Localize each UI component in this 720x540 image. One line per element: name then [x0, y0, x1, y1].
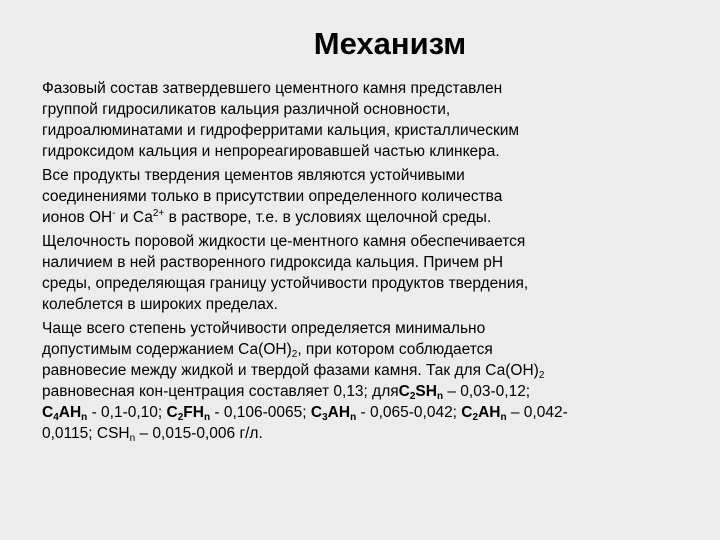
bold-formula: С — [461, 404, 473, 421]
slide-title: Механизм — [313, 26, 467, 61]
text-run: – 0,042- — [506, 404, 568, 421]
text-line — [42, 339, 682, 360]
text-run: Щелочность поровой жидкости це-ментного камня обеспечивается — [42, 233, 526, 250]
paragraph — [42, 231, 682, 315]
text-run: Все продукты твердения цементов являются устойчивыми — [42, 167, 465, 184]
bold-subscript: n — [203, 412, 211, 423]
bold-subscript: n — [350, 412, 357, 423]
bold-subscript: 2 — [472, 412, 479, 423]
paragraph — [42, 165, 682, 228]
text-run: – 0,015-0,006 г/л. — [135, 425, 263, 442]
bold-formula: С — [42, 404, 54, 421]
bold-subscript: 3 — [322, 412, 328, 423]
text-run: гидроксидом кальция и непрореагировавшей частью клинкера. — [42, 143, 500, 160]
bold-subscript: 2 — [177, 412, 184, 423]
bold-subscript: n — [436, 391, 444, 402]
text-run: в растворе, т.е. в условиях щелочной среды. — [164, 209, 492, 226]
text-line — [42, 231, 682, 252]
text-run: допустимым содержанием Са(ОН) — [42, 341, 292, 358]
text-line — [42, 360, 682, 381]
paragraph — [42, 78, 682, 162]
text-line — [42, 318, 682, 339]
bold-formula: АН — [327, 404, 351, 421]
bold-subscript: n — [81, 412, 88, 423]
text-line — [42, 381, 682, 402]
text-run: – 0,03-0,12; — [443, 383, 531, 400]
text-run: наличием в ней растворенного гидроксида кальция. Причем рН — [42, 254, 504, 271]
text-run: среды, определяющая границу устойчивости продуктов твердения, — [42, 275, 529, 292]
bold-formula: FH — [183, 404, 204, 421]
subscript: 2 — [291, 349, 298, 360]
bold-subscript: 4 — [53, 412, 59, 423]
bold-subscript: n — [500, 412, 507, 423]
subscript: n — [129, 433, 136, 444]
text-run: гидроалюминатами и гидроферритами кальция, кристаллическим — [42, 122, 520, 139]
text-line — [42, 186, 682, 207]
text-line — [42, 78, 682, 99]
text-run: и Са — [115, 209, 153, 226]
text-line — [42, 99, 682, 120]
subscript: 2 — [538, 370, 545, 381]
bold-formula: С — [310, 404, 323, 421]
bold-formula: SH — [415, 383, 437, 400]
bold-subscript: 2 — [409, 391, 416, 402]
text-line — [42, 402, 682, 423]
slide-body — [42, 78, 682, 447]
text-run: ионов ОН — [42, 209, 113, 226]
text-run: - 0,065-0,042; — [356, 404, 462, 421]
superscript: 2+ — [152, 208, 165, 219]
text-run: группой гидросиликатов кальция различной основности, — [42, 101, 451, 118]
paragraph — [42, 318, 682, 444]
text-run: колеблется в широких пределах. — [42, 296, 278, 313]
text-run: соединениями только в присутствии определенного количества — [42, 188, 503, 205]
text-line — [42, 423, 682, 444]
text-run: равновесная кон-центрация составляет 0,13; для — [42, 383, 399, 400]
text-line — [42, 294, 682, 315]
superscript: - — [112, 208, 116, 219]
bold-formula: АН — [478, 404, 501, 421]
text-run: Чаще всего степень устойчивости определяется минимально — [42, 320, 486, 337]
text-run: - 0,106-0065; — [210, 404, 311, 421]
text-line — [42, 141, 682, 162]
text-run: Фазовый состав затвердевшего цементного камня представлен — [42, 80, 503, 97]
text-run: 0,0115; CSH — [42, 425, 130, 442]
text-line — [42, 207, 682, 228]
bold-formula: АН — [58, 404, 82, 421]
text-line — [42, 252, 682, 273]
text-line — [42, 165, 682, 186]
bold-formula: С — [398, 383, 410, 400]
text-run: равновесие между жидкой и твердой фазами камня. Так для Са(ОН) — [42, 362, 539, 379]
text-line — [42, 273, 682, 294]
text-line — [42, 120, 682, 141]
text-run: - 0,1-0,10; — [87, 404, 167, 421]
text-run: , при котором соблюдается — [297, 341, 493, 358]
bold-formula: С — [166, 404, 178, 421]
